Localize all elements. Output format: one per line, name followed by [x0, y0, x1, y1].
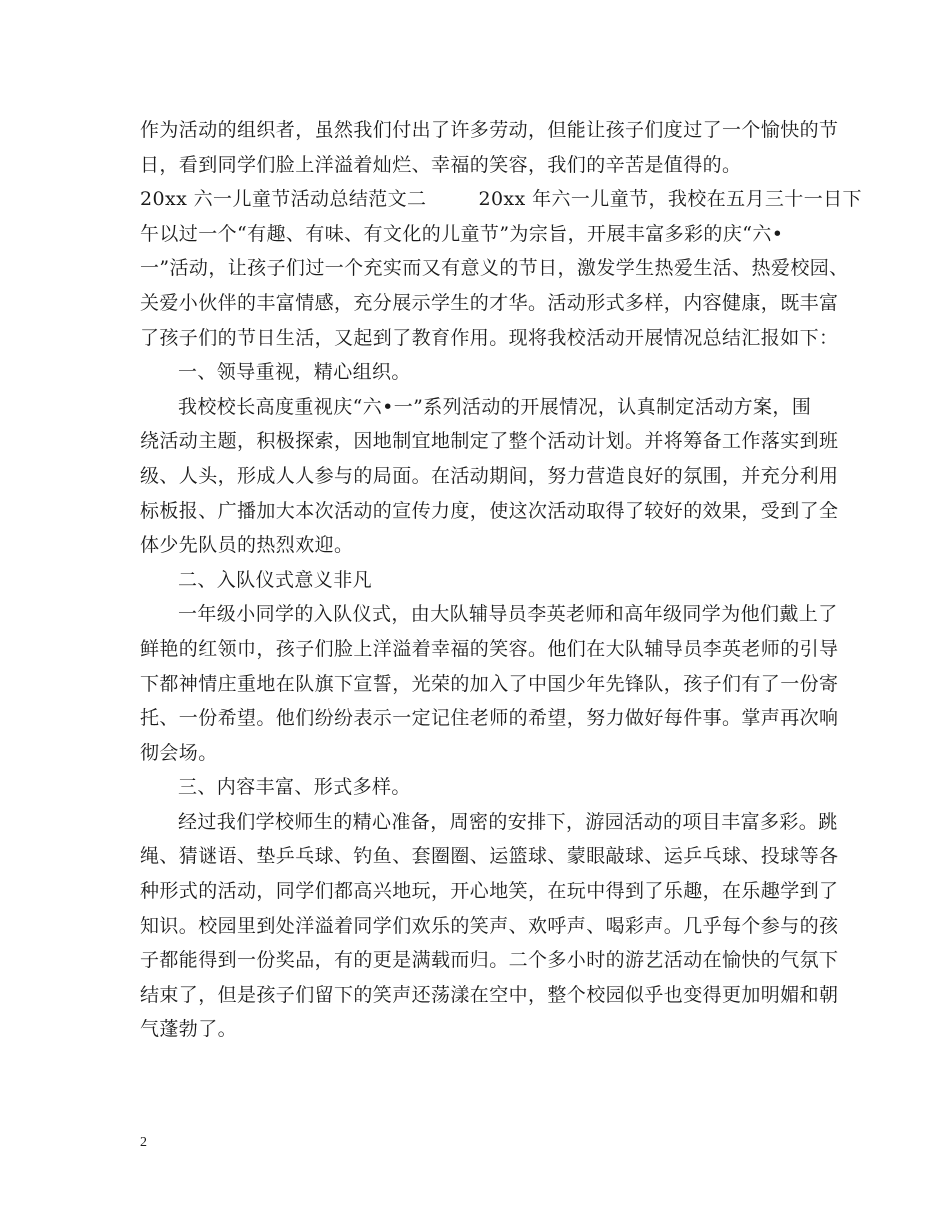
body-line: 一”活动，让孩子们过一个充实而又有意义的节日，激发学生热爱生活、热爱校园、: [140, 257, 849, 280]
body-line: 下都神情庄重地在队旗下宣誓，光荣的加入了中国少年先锋队，孩子们有了一份寄: [140, 672, 839, 695]
article-title: 20xx 六一儿童节活动总结范文二: [140, 188, 427, 211]
page-number: 2: [140, 1135, 147, 1150]
body-line: 知识。校园里到处洋溢着同学们欢乐的笑声、欢呼声、喝彩声。几乎每个参与的孩: [140, 914, 839, 937]
body-line: 托、一份希望。他们纷纷表示一定记住老师的希望，努力做好每件事。掌声再次响: [140, 707, 839, 730]
body-line: 彻会场。: [140, 741, 218, 764]
section-heading: 二、入队仪式意义非凡: [178, 568, 373, 591]
body-line: 作为活动的组织者，虽然我们付出了许多劳动，但能让孩子们度过了一个愉快的节: [140, 119, 839, 141]
body-line: 绳、猜谜语、垫乒乓球、钓鱼、套圈圈、运篮球、蒙眼敲球、运乒乓球、投球等各: [140, 845, 839, 868]
section-title-line: [140, 182, 862, 217]
body-line: 气蓬勃了。: [140, 1018, 238, 1041]
body-line: 绕活动主题，积极探索，因地制宜地制定了整个活动计划。并将筹备工作落实到班: [140, 430, 839, 453]
body-text: 20xx 年六一儿童节，我校在五月三十一日下: [478, 188, 862, 211]
body-line: 鲜艳的红领巾，孩子们脸上洋溢着幸福的笑容。他们在大队辅导员李英老师的引导: [140, 637, 839, 660]
section-heading: 一、领导重视，精心组织。: [178, 361, 411, 384]
body-line: 子都能得到一份奖品，有的更是满载而归。二个多小时的游艺活动在愉快的气氛下: [140, 949, 839, 972]
body-line: 了孩子们的节日生活，又起到了教育作用。现将我校活动开展情况总结汇报如下：: [140, 326, 839, 349]
document-body: [140, 113, 862, 1047]
body-line: 关爱小伙伴的丰富情感，充分展示学生的才华。活动形式多样，内容健康，既丰富: [140, 291, 839, 314]
body-line: 结束了，但是孩子们留下的笑声还荡漾在空中，整个校园似乎也变得更加明媚和朝: [140, 983, 839, 1006]
paragraph-first-line: 经过我们学校师生的精心准备，周密的安排下，游园活动的项目丰富多彩。跳: [178, 810, 838, 833]
body-line: 标板报、广播加大本次活动的宣传力度，使这次活动取得了较好的效果，受到了全: [140, 499, 839, 522]
body-line: 种形式的活动，同学们都高兴地玩，开心地笑，在玩中得到了乐趣，在乐趣学到了: [140, 880, 839, 903]
body-line: 午以过一个“有趣、有味、有文化的儿童节”为宗旨，开展丰富多彩的庆“六•: [140, 222, 784, 245]
body-line: 日，看到同学们脸上洋溢着灿烂、幸福的笑容，我们的辛苦是值得的。: [140, 153, 742, 176]
body-line: 体少先队员的热烈欢迎。: [140, 534, 354, 557]
body-line: 级、人头，形成人人参与的局面。在活动期间，努力营造良好的氛围，并充分利用: [140, 464, 839, 487]
paragraph-first-line: 我校校长高度重视庆“六•一”系列活动的开展情况，认真制定活动方案，围: [178, 395, 812, 418]
paragraph-first-line: 一年级小同学的入队仪式，由大队辅导员李英老师和高年级同学为他们戴上了: [178, 603, 838, 626]
section-heading: 三、内容丰富、形式多样。: [178, 776, 411, 799]
